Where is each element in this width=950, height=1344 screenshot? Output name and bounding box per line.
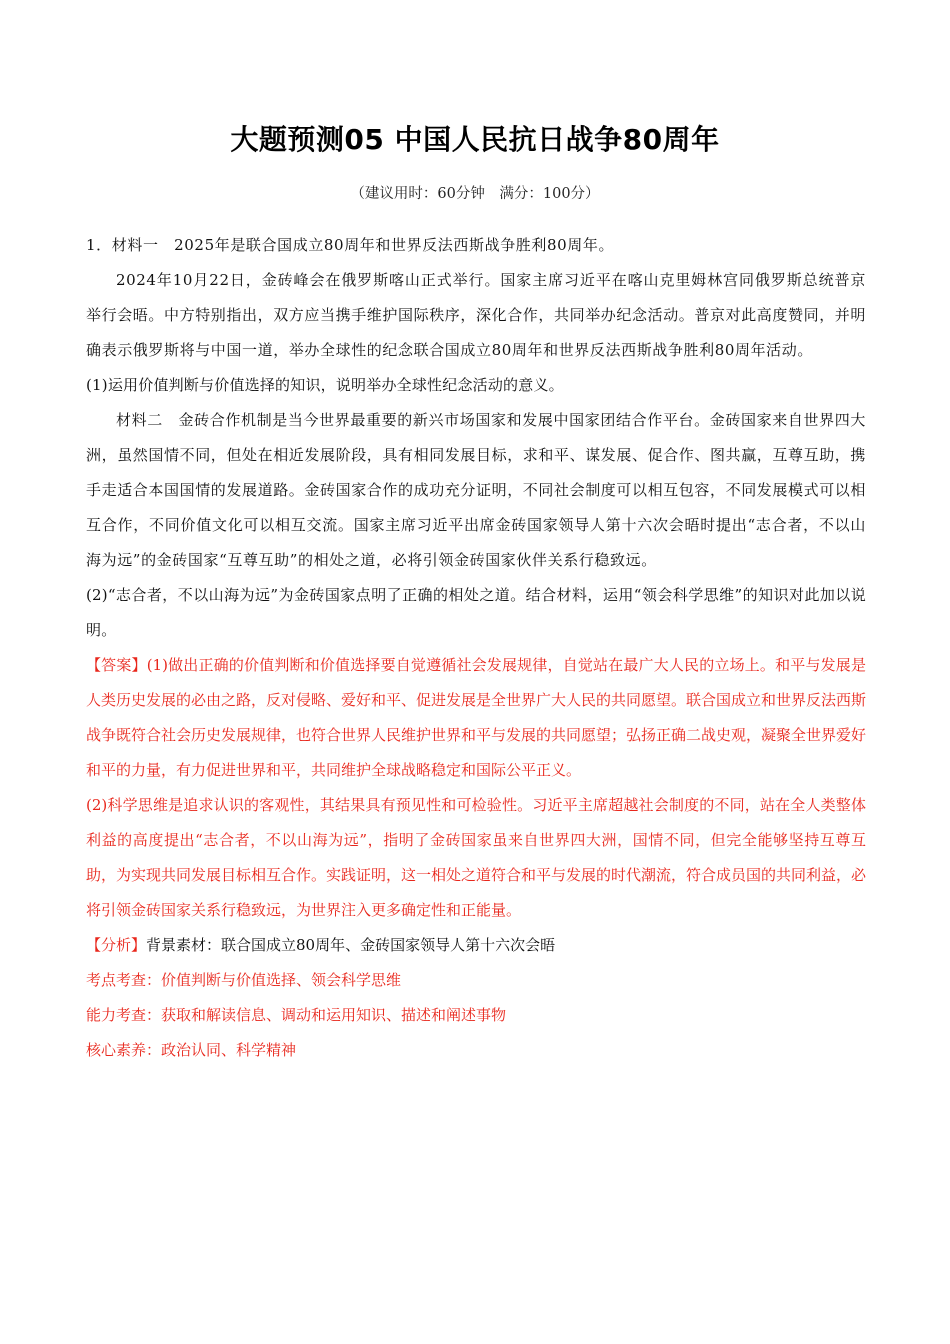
answer-part-2: (2)科学思维是追求认识的客观性，其结果具有预见性和可检验性。习近平主席超越社会制度的不同，站在全人类整体利益的高度提出“志合者，不以山海为远”，指明了金砖国家虽来自世界四大洲，国情不同，但完全能够坚持互尊互助，为实现共同发展目标相互合作。实践证明，这一相处之道符合和平与发展的时代潮流，符合成员国的共同利益，必将引领金砖国家关系行稳致远，为世界注入更多确定性和正能量。 bbox=[86, 796, 867, 919]
analysis-background bbox=[86, 928, 866, 963]
analysis-abilities: 能力考查：获取和解读信息、调动和运用知识、描述和阐述事物 bbox=[86, 1006, 507, 1024]
sub-question-1: (1)运用价值判断与价值选择的知识，说明举办全球性纪念活动的意义。 bbox=[86, 376, 564, 394]
document-title: 大题预测05 中国人民抗日战争80周年 bbox=[230, 123, 720, 156]
analysis-label: 【分析】 bbox=[86, 936, 147, 954]
analysis-background-text: 背景素材：联合国成立80周年、金砖国家领导人第十六次会晤 bbox=[146, 936, 556, 954]
document-body bbox=[86, 228, 866, 1068]
answer-label: 【答案】 bbox=[86, 656, 147, 674]
sub-question-2: (2)“志合者，不以山海为远”为金砖国家点明了正确的相处之道。结合材料，运用“领会科学思维”的知识对此加以说明。 bbox=[86, 586, 866, 639]
material-two-paragraph: 材料二 金砖合作机制是当今世界最重要的新兴市场国家和发展中国家团结合作平台。金砖国家来自世界四大洲，虽然国情不同，但处在相近发展阶段，具有相同发展目标，求和平、谋发展、促合作、图共赢，互尊互助，携手走适合本国国情的发展道路。金砖国家合作的成功充分证明，不同社会制度可以相互包容，不同发展模式可以相互合作，不同价值文化可以相互交流。国家主席习近平出席金砖国家领导人第十六次会晤时提出“志合者，不以山海为远”的金砖国家“互尊互助”的相处之道，必将引领金砖国家伙伴关系行稳致远。 bbox=[86, 411, 867, 569]
answer-part-1-text: (1)做出正确的价值判断和价值选择要自觉遵循社会发展规律，自觉站在最广大人民的立场上。和平与发展是人类历史发展的必由之路，反对侵略、爱好和平、促进发展是全世界广大人民的共同愿望。联合国成立和世界反法西斯战争既符合社会历史发展规律，也符合世界人民维护世界和平与发展的共同愿望；弘扬正确二战史观，凝聚全世界爱好和平的力量，有力促进世界和平，共同维护全球战略稳定和国际公平正义。 bbox=[86, 656, 867, 779]
document-subtitle: （建议用时：60分钟 满分：100分） bbox=[350, 186, 600, 202]
material-one-paragraph: 2024年10月22日，金砖峰会在俄罗斯喀山正式举行。国家主席习近平在喀山克里姆林宫同俄罗斯总统普京举行会晤。中方特别指出，双方应当携手维护国际秩序，深化合作，共同举办纪念活动。普京对此高度赞同，并明确表示俄罗斯将与中国一道，举办全球性的纪念联合国成立80周年和世界反法西斯战争胜利80周年活动。 bbox=[86, 271, 867, 359]
analysis-core-literacy: 核心素养：政治认同、科学精神 bbox=[86, 1041, 297, 1059]
answer-part-1 bbox=[86, 648, 866, 788]
analysis-exam-points: 考点考查：价值判断与价值选择、领会科学思维 bbox=[86, 971, 402, 989]
question-intro: 1．材料一 2025年是联合国成立80周年和世界反法西斯战争胜利80周年。 bbox=[86, 236, 615, 254]
